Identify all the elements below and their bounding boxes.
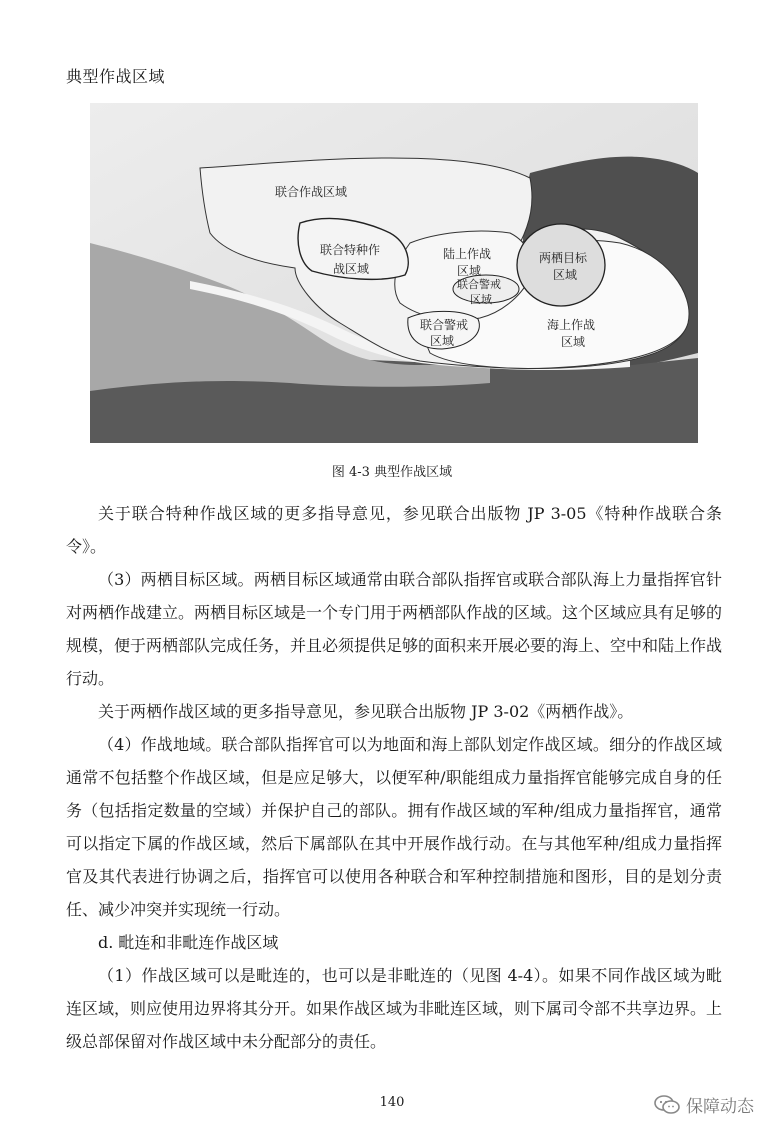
figure-caption: 图 4-3 典型作战区域: [331, 465, 453, 480]
paragraph-4: （4）作战地域。联合部队指挥官可以为地面和海上部队划定作战区域。细分的作战区域通常不包括整个作战区域，但是应足够大，以便军种/职能组成力量指挥官能够完成自身的任务（包括指定数量的空域）并保护自己的部队。拥有作战区域的军种/组成力量指挥官，通常可以指定下属的作战区域，然后下属部队在其中开展作战行动。在与其他军种/组成力量指挥官及其代表进行协调之后，指挥官可以使用各种联合和军种控制措施和图形，目的是划分责任、减少冲突并实现统一行动。: [66, 735, 722, 919]
label-amphib-line2: 区域: [553, 268, 578, 282]
label-amphib-line1: 两栖目标: [539, 251, 588, 265]
label-sea-line1: 海上作战: [547, 318, 596, 332]
wechat-icon: [654, 1095, 680, 1115]
amphibious-objective-area: [517, 224, 605, 306]
label-security-b-line2: 区域: [430, 334, 455, 348]
paragraph-3: 关于两栖作战区域的更多指导意见，参见联合出版物 JP 3-02《两栖作战》。: [98, 702, 634, 721]
paragraph-1: 关于联合特种作战区域的更多指导意见，参见联合出版物 JP 3-05《特种作战联合条令》。: [66, 504, 722, 556]
subsection-heading: d. 毗连和非毗连作战区域: [98, 933, 279, 952]
label-security-b-line1: 联合警戒: [420, 318, 469, 332]
watermark-text: 保障动态: [686, 1097, 754, 1117]
paragraph-5: （1）作战区域可以是毗连的，也可以是非毗连的（见图 4-4）。如果不同作战区域为毗连区域，则应使用边界将其分开。如果作战区域为非毗连区域，则下属司令部不共享边界。上级总部保留对作战区域中未分配部分的责任。: [66, 966, 723, 1051]
label-jsoa-line1: 联合特种作: [320, 243, 381, 257]
page-number: 140: [379, 1095, 405, 1110]
watermark: [654, 1092, 754, 1117]
section-heading: 典型作战区域: [66, 67, 166, 86]
paragraph-2: （3）两栖目标区域。两栖目标区域通常由联合部队指挥官或联合部队海上力量指挥官针对两栖作战建立。两栖目标区域是一个专门用于两栖部队作战的区域。这个区域应具有足够的规模，便于两栖部队完成任务，并且必须提供足够的面积来开展必要的海上、空中和陆上作战行动。: [66, 570, 723, 688]
label-joint-operations-area: 联合作战区域: [275, 185, 348, 199]
operations-area-map: [90, 103, 698, 443]
label-land-line2: 区域: [457, 264, 482, 278]
label-security-a-line1: 联合警戒: [457, 278, 501, 291]
label-security-a-line2: 区域: [470, 293, 492, 306]
label-land-line1: 陆上作战: [443, 247, 492, 261]
label-jsoa-line2: 战区域: [333, 262, 370, 276]
label-sea-line2: 区域: [561, 335, 586, 349]
